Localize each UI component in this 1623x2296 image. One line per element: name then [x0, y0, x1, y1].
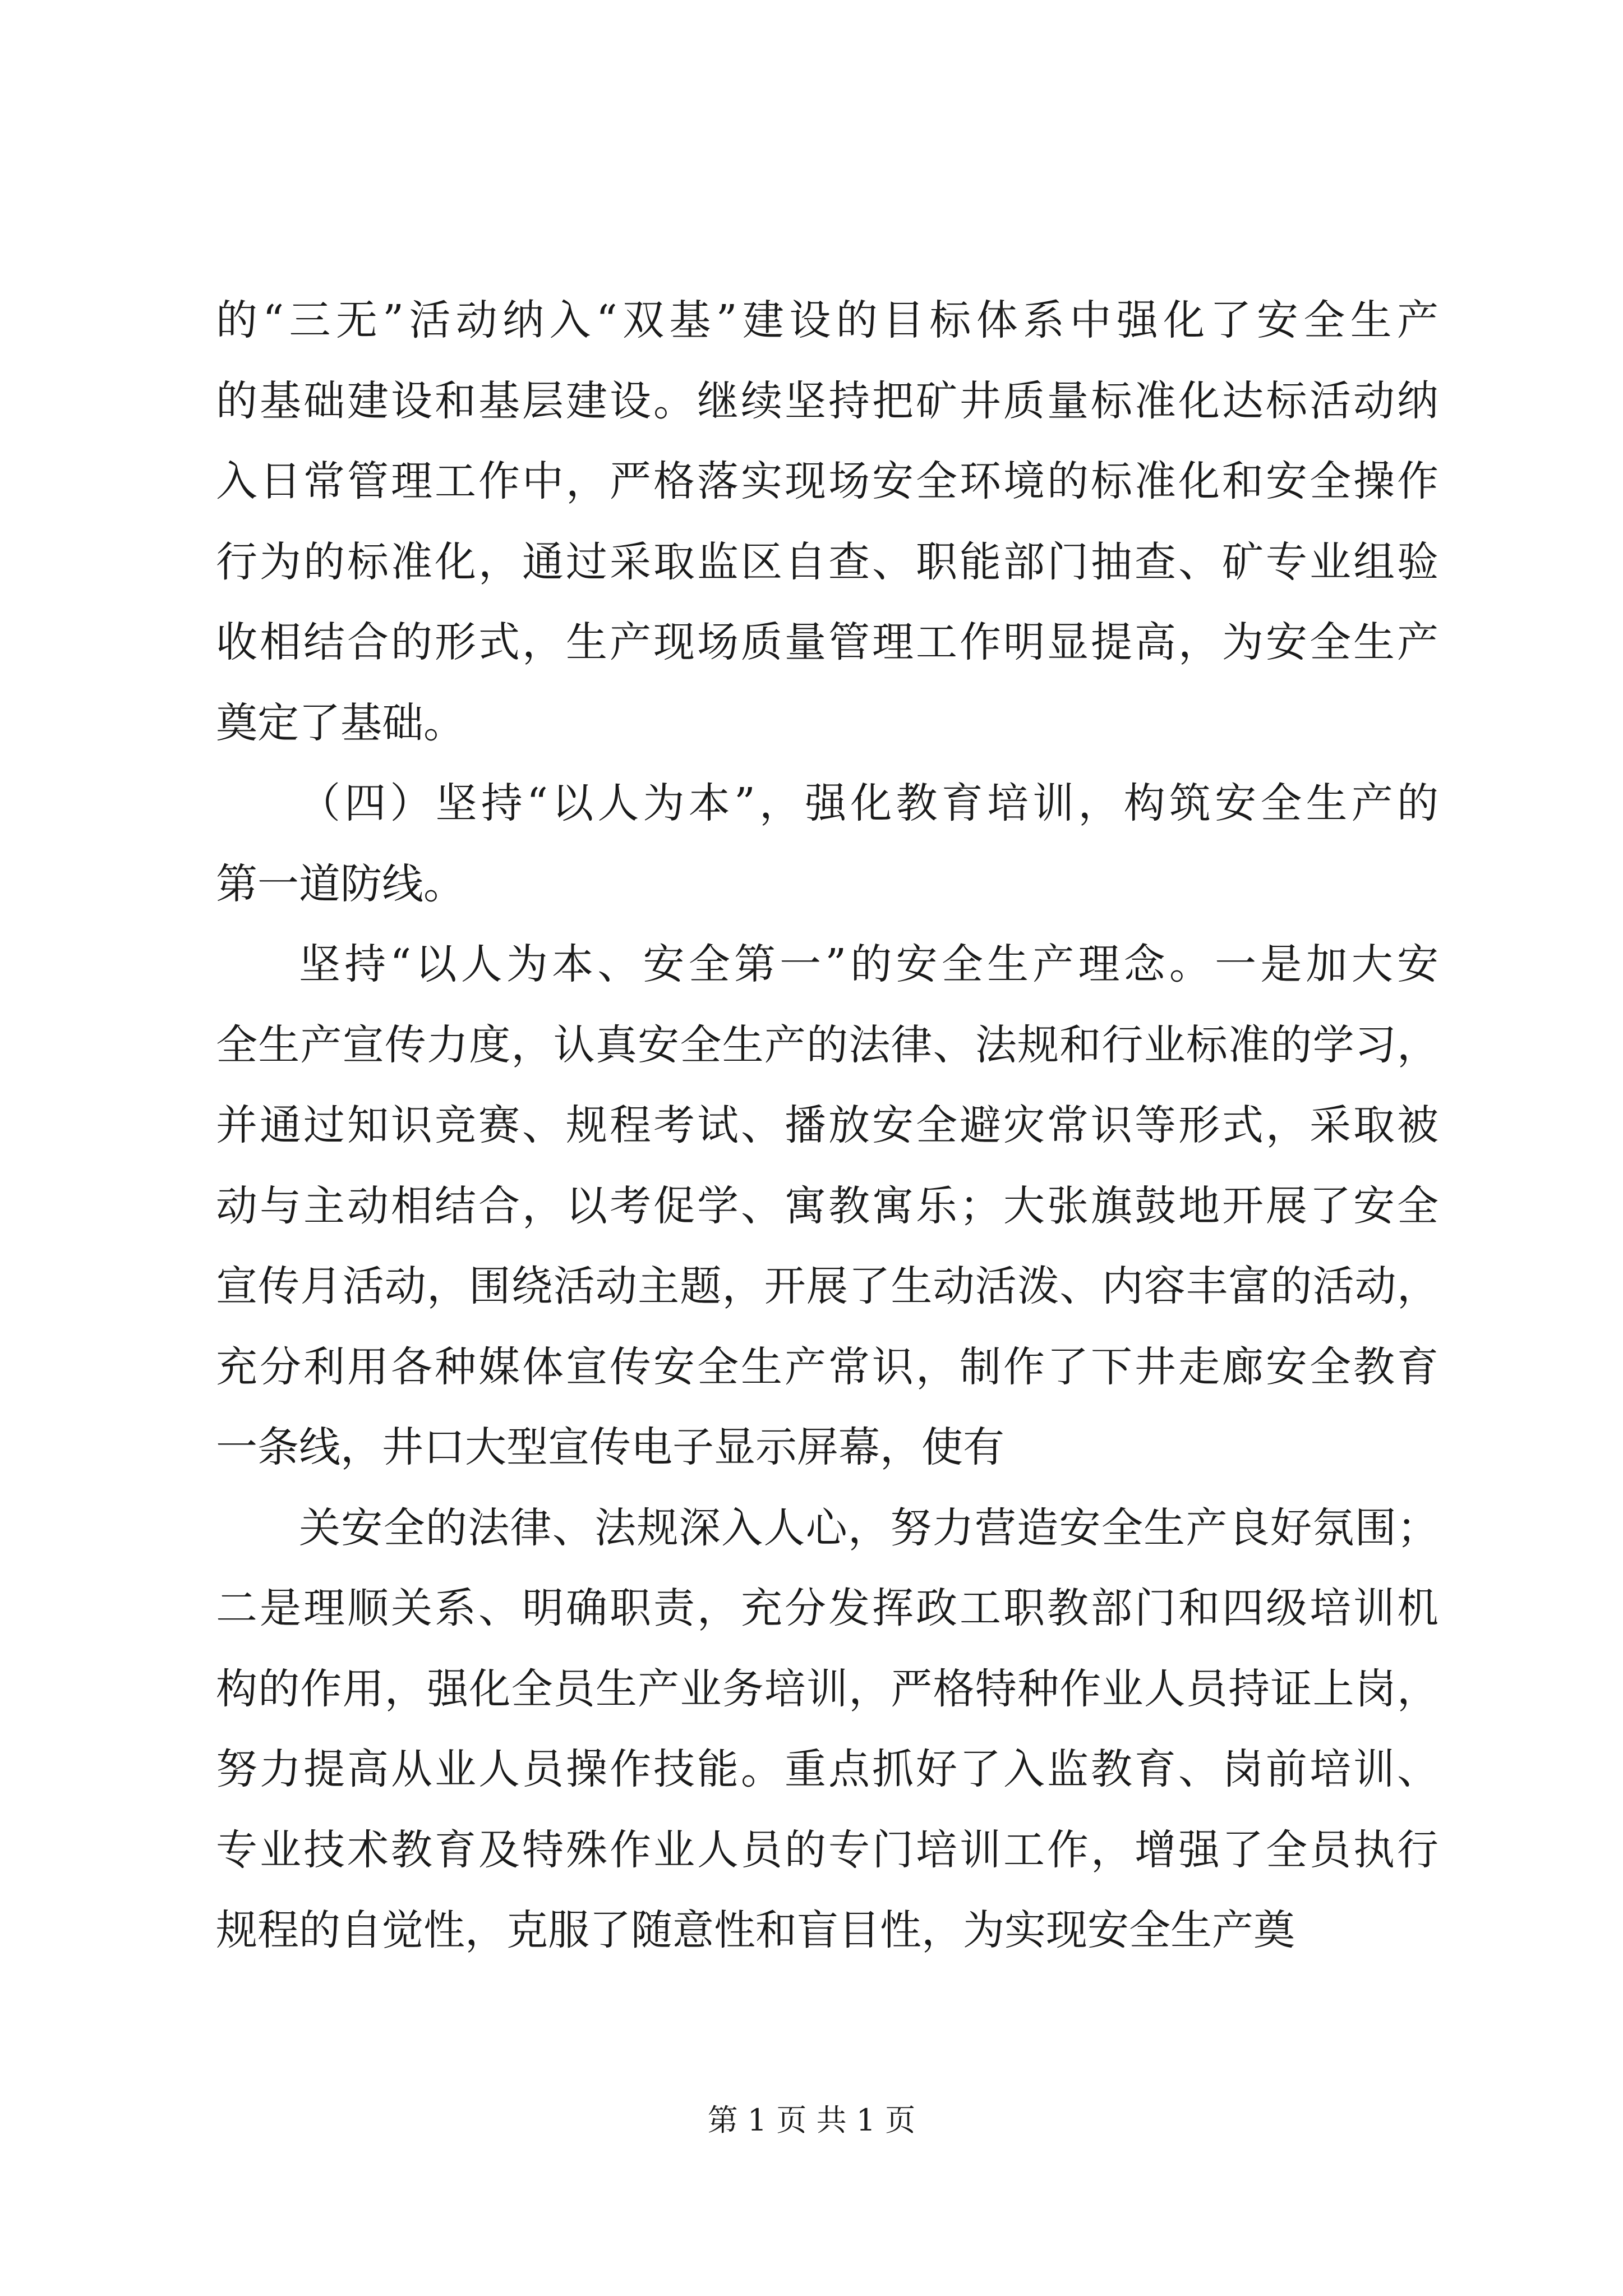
text-line: 奠定了基础。 [216, 698, 465, 747]
text-line: 专业技术教育及特殊作业人员的专门培训工作，增强了全员执行 [216, 1825, 1438, 1874]
text-line: 坚持“以人为本、安全第一”的安全生产理念。一是加大安 [299, 940, 1438, 988]
text-line: 全生产宣传力度，认真安全生产的法律、法规和行业标准的学习， [216, 1020, 1438, 1069]
text-line: 规程的自觉性，克服了随意性和盲目性，为实现安全生产奠 [216, 1906, 1295, 1954]
text-line: （四）坚持“以人为本”，强化教育培训，构筑安全生产的 [299, 779, 1438, 827]
text-line: 宣传月活动，围绕活动主题，开展了生动活泼、内容丰富的活动， [216, 1262, 1438, 1310]
text-line: 关安全的法律、法规深入人心，努力营造安全生产良好氛围； [299, 1503, 1438, 1552]
page-footer: 第 1 页 共 1 页 [707, 2102, 916, 2138]
text-line: 收相结合的形式，生产现场质量管理工作明显提高，为安全生产 [216, 618, 1438, 666]
text-line: 行为的标准化，通过采取监区自查、职能部门抽查、矿专业组验 [216, 537, 1438, 586]
text-line: 构的作用，强化全员生产业务培训，严格特种作业人员持证上岗， [216, 1664, 1438, 1713]
text-line: 入日常管理工作中，严格落实现场安全环境的标准化和安全操作 [216, 457, 1438, 505]
text-line: 第一道防线。 [216, 859, 465, 908]
text-line: 的“三无”活动纳入“双基”建设的目标体系中强化了安全生产 [216, 296, 1438, 344]
text-line: 的基础建设和基层建设。继续坚持把矿井质量标准化达标活动纳 [216, 376, 1438, 425]
text-line: 一条线，井口大型宣传电子显示屏幕，使有 [216, 1423, 1004, 1471]
text-line: 充分利用各种媒体宣传安全生产常识，制作了下井走廊安全教育 [216, 1342, 1438, 1391]
text-line: 并通过知识竞赛、规程考试、播放安全避灾常识等形式，采取被 [216, 1101, 1438, 1149]
text-line: 动与主动相结合，以考促学、寓教寓乐；大张旗鼓地开展了安全 [216, 1181, 1438, 1230]
document-body [216, 280, 1438, 1971]
text-line: 努力提高从业人员操作技能。重点抓好了入监教育、岗前培训、 [216, 1745, 1438, 1793]
text-line: 二是理顺关系、明确职责，充分发挥政工职教部门和四级培训机 [216, 1584, 1438, 1632]
